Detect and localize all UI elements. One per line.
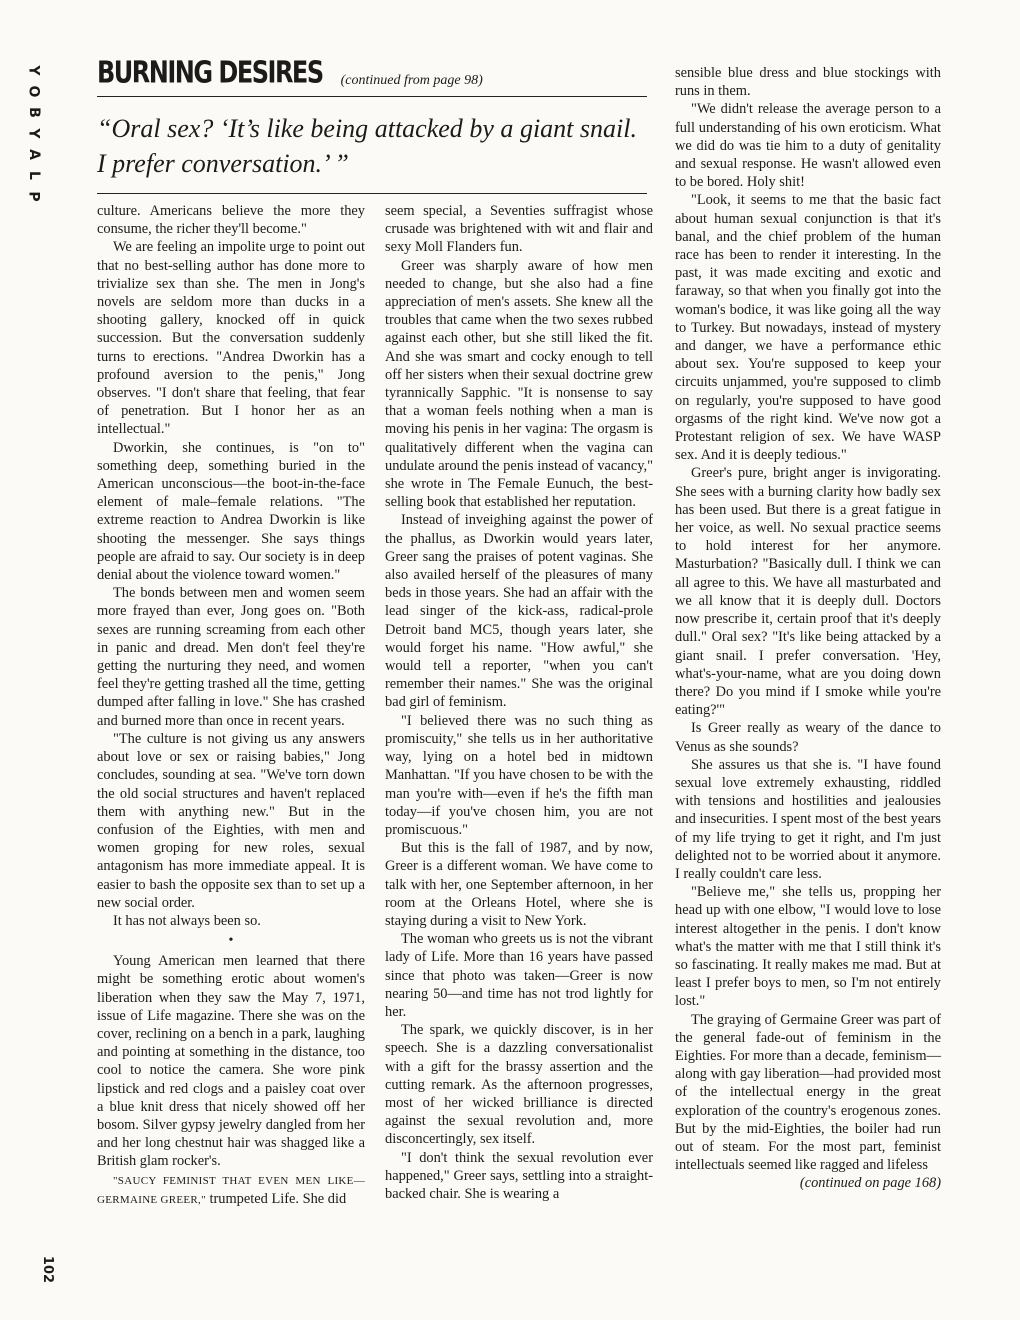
paragraph: "I don't think the sexual revolution ever happened," Greer says, settling into a straight-backed chair. She is wearing a (385, 1149, 653, 1202)
paragraph: The bonds between men and women seem more frayed than ever, Jong goes on. "Both sexes are running screaming from each other in panic and dread. Men don't feel they're getting the nurturing they need, and women feel they're getting trashed all the time, getting dumped after falling in love." She has crashed and burned more than once in recent years. (97, 585, 365, 729)
kicker-row (97, 55, 647, 90)
magazine-letter: Y (25, 128, 42, 139)
paragraph: It has not always been so. (113, 912, 261, 929)
paragraph: Greer's pure, bright anger is invigorating. She sees with a burning clarity how badly sex has been used. But there is a great fatigue in her voice, as well. No sexual practice seems to hold interest for her anymore. Masturbation? "Basically dull. I think we can all agree to this. We have all masturbated and we all know that it is deeply dull. Doctors now prescribe it, certain proof that it's deeply dull." Oral sex? "It's like being attacked by a giant snail. I prefer conversation. 'Hey, what's-your-name, what are you doing down there? Do you mind if I smoke while you're eating?'" (675, 465, 941, 719)
paragraph: The graying of Germaine Greer was part of the general fade-out of feminism in the Eighties. For more than a decade, feminism—along with gay liberation—had provided most of the intellectual energy in the great exploration of the country's erogenous zones. But by the mid-Eighties, the boiler had run out of steam. For the most part, feminist intellectuals seemed like ragged and lifeless (675, 1011, 941, 1174)
paragraph: culture. Americans believe the more they consume, the richer they'll become." (97, 203, 365, 238)
paragraph-tail: trumpeted Life. She did (205, 1190, 347, 1207)
paragraph: "Believe me," she tells us, propping her head up with one elbow, "I would love to lose interest altogether in the penis. I don't know what's the matter with me that I still think it's so fascinating. It really makes me mad. But at least I prefer boys to men, so I'm not entirely lost." (675, 884, 941, 1010)
paragraph: Is Greer really as weary of the dance to Venus as she sounds? (675, 720, 941, 755)
magazine-letter: L (25, 171, 42, 180)
magazine-letter: Y (25, 65, 42, 76)
paragraph (97, 1171, 365, 1209)
section-kicker: BURNING DESIRES (97, 55, 323, 90)
paragraph: She assures us that she is. "I have found sexual love extremely exhausting, riddled with tensions and hostilities and jealousies and insecurities. I spent most of the best years of my life trying to get it right, and I'm just delighted not to be worried about it anymore. I really couldn't care less. (675, 756, 941, 882)
paragraph: But this is the fall of 1987, and by now, Greer is a different woman. We have come to talk with her, one September afternoon, in her room at the Orleans Hotel, where she is staying during a visit to New York. (385, 840, 653, 929)
paragraph: Instead of inveighing against the power of the phallus, as Dworkin would years later, Greer sang the praises of potent vaginas. She also availed herself of the pleasures of many beds in those years. She had an affair with the lead singer of the kick-ass, radical-prole Detroit band MC5, though years later, she would forget his name. "How awful," she would tell a reporter, "when you can't remember their names." She was the original bad girl of feminism. (385, 512, 653, 711)
text-column-3 (675, 64, 941, 1193)
header-rule (97, 96, 647, 97)
paragraph: Dworkin, she continues, is "on to" something deep, something buried in the American unconscious—the boot-in-the-face element of male–female relations. "The extreme reaction to Andrea Dworkin is like shooting the messenger. She says things people are afraid to say. Our society is in deep denial about the violence toward women." (97, 439, 365, 584)
section-break-bullet: • (228, 933, 234, 949)
magazine-name-vertical (20, 60, 46, 207)
paragraph: Greer was sharply aware of how men needed to change, but she also had a fine appreciation of men's assets. She knew all the troubles that came when the two sexes rubbed against each other, but she still liked the fit. And she was smart and cocky enough to tell off her sisters when their sexual doctrine grew tyrannically Sapphic. "It is nonsense to say that a woman feels nothing when a man is moving his penis in her vagina: The orgasm is qualitatively different when the vagina can undulate around the penis instead of vacancy," she wrote in The Female Eunuch, the best-selling book that established her reputation. (385, 257, 653, 511)
page-number: 102 (40, 1255, 56, 1284)
text-column-2 (385, 202, 653, 1203)
pull-quote-rule (97, 193, 647, 194)
paragraph: "I believed there was no such thing as promiscuity," she tells us in her authoritative way, lying on a hotel bed in midtown Manhattan. "If you have chosen to be with the man you're with—even if he's the fifth man today—if you've chosen him, you are not promiscuous." (385, 712, 653, 838)
text-column-1 (97, 202, 365, 1209)
magazine-letter: O (25, 85, 42, 98)
magazine-letter: P (25, 191, 42, 202)
paragraph: sensible blue dress and blue stockings with runs in them. (675, 65, 941, 100)
paragraph: We are feeling an impolite urge to point out that no best-selling author has done more to trivialize sex than she. The men in Jong's novels are seldom more than ducks in a shooting gallery, knocked off in quick succession. But the conversation suddenly turns to erections. "Andrea Dworkin has a profound aversion to the penis," Jong observes. "I don't share that feeling, that fear of penetration. But I honor her as an intellectual." (97, 239, 365, 438)
continued-on-note: (continued on page 168) (799, 1175, 941, 1192)
life-cover-line: "SAUCY FEMINIST THAT EVEN MEN LIKE—GERMAINE GREER," (97, 1174, 365, 1206)
paragraph: Young American men learned that there might be something erotic about women's liberation when they saw the May 7, 1971, issue of Life magazine. There she was on the cover, reclining on a bench in a park, laughing and pointing at something in the distance, too cool to notice the camera. She wore pink lipstick and red clogs and a paisley coat over a blue knit dress that nicely showed off her bosom. Silver gypsy jewelry dangled from her and her long chestnut hair was shagged like a British glam rocker's. (97, 953, 365, 1170)
pull-quote: “Oral sex? ‘It’s like being attacked by a giant snail. I prefer conversation.’ ” (97, 114, 637, 178)
paragraph: seem special, a Seventies suffragist whose crusade was brightened with wit and flair and sexy Moll Flanders fun. (385, 203, 653, 256)
paragraph: The woman who greets us is not the vibrant lady of Life. More than 16 years have passed since that photo was taken—Greer is now nearing 50—and time has not trod lightly for her. (385, 931, 653, 1020)
article-header (97, 55, 647, 194)
continued-from-note: (continued from page 98) (340, 73, 483, 88)
magazine-letter: B (25, 107, 42, 118)
paragraph: "The culture is not giving us any answers about love or sex or raising babies," Jong concludes, sounding at sea. "We've torn down the old social structures and haven't replaced them with anything new." But in the confusion of the Eighties, with men and women groping for new roles, sexual antagonism has more immediate appeal. It is easier to bash the opposite sex than to set up a new social order. (97, 730, 365, 911)
paragraph: The spark, we quickly discover, is in her speech. She is a dazzling conversationalist with a gift for the brassy assertion and the cutting remark. As the afternoon progresses, most of her wicked brilliance is directed against the sexual revolution and, more disconcertingly, sex itself. (385, 1022, 653, 1148)
paragraph: "Look, it seems to me that the basic fact about human sexual conjunction is that it's banal, and the chief problem of the human race has been to render it interesting. In the past, it was made exciting and exotic and faraway, so that when you finally got into the woman's bodice, it was like going all the way to Turkey. But nowadays, instead of mystery and danger, we have a performance ethic about sex. You're supposed to keep your circuits unjammed, you're supposed to climb on regularly, you're supposed to have good orgasms of the right kind. We've now got a Protestant religion of sex. We have WASP sex. And it is deeply tedious." (675, 192, 941, 464)
paragraph: "We didn't release the average person to a full understanding of his own eroticism. What we did do was tie him to a duty of genitality and sexual response. He wasn't allowed even to be bored. Holy shit! (675, 101, 941, 191)
magazine-letter: A (25, 149, 42, 160)
